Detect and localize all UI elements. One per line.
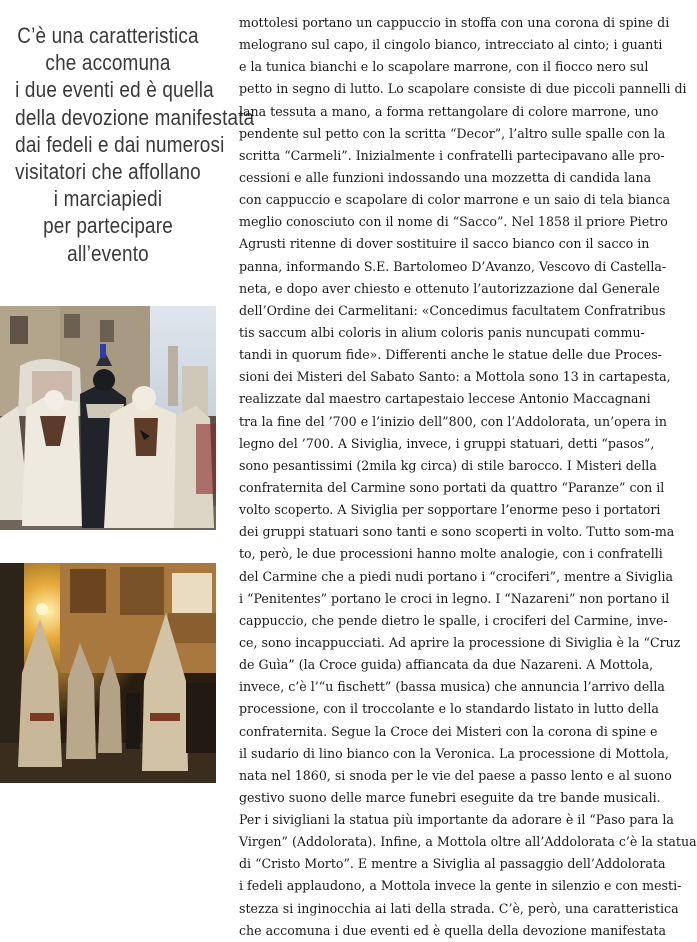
procession-night-photo bbox=[0, 563, 216, 783]
pull-quote bbox=[15, 22, 255, 267]
article-line: tandi in quorum fide». Differenti anche le statue delle due Proces- bbox=[239, 347, 662, 363]
article-line: che accomuna i due eventi ed è quella della devozione manifestata bbox=[239, 922, 666, 938]
article-line: realizzate dal maestro cartapestaio leccese Antonio Maccagnani bbox=[239, 391, 651, 407]
pull-quote-line: visitatori che affollano bbox=[15, 159, 201, 185]
article-line: tra la fine del ’700 e l’inizio dell”800, con l’Addolorata, un’opera in bbox=[239, 413, 667, 429]
article-line: confraternita. Segue la Croce dei Misteri con la corona di spine e bbox=[239, 723, 658, 739]
article-line: dell’Ordine dei Carmelitani: «Concedimus facultatem Confratribus bbox=[239, 302, 666, 318]
article-line: sioni dei Misteri del Sabato Santo: a Mottola sono 13 in cartapesta, bbox=[239, 369, 671, 385]
article-line: stezza si inginocchia ai lati della strada. C’è, però, una caratteristica bbox=[239, 900, 679, 916]
procession-daytime-photo bbox=[0, 306, 216, 530]
pull-quote-line: i marciapiedi bbox=[53, 186, 163, 212]
article-line: to, però, le due processioni hanno molte analogie, con i confratelli bbox=[239, 546, 663, 562]
article-line: cappuccio, che pende dietro le spalle, i crociferi del Carmine, inve- bbox=[239, 612, 668, 628]
article-line: volto scoperto. A Siviglia per sopportare l’enorme peso i portatori bbox=[239, 502, 661, 518]
article-line: gestivo suono delle marce funebri eseguite da tre bande musicali. bbox=[239, 789, 661, 805]
article-line: invece, c’è l’“u fischett” (bassa musica) che annuncia l’arrivo della bbox=[239, 679, 665, 695]
article-line: de Guìa” (la Croce guida) affiancata da due Nazareni. A Mottola, bbox=[239, 657, 654, 673]
article-line: processione, con il troccolante e lo standardo listato in lutto della bbox=[239, 701, 659, 717]
pull-quote-line: all’evento bbox=[67, 240, 149, 266]
article-line: dei gruppi statuari sono tanti e sono scoperti in volto. Tutto som-ma bbox=[239, 524, 675, 540]
article-line: mottolesi portano un cappuccio in stoffa con una corona di spine di bbox=[239, 15, 670, 30]
article-body bbox=[239, 12, 697, 938]
pull-quote-line: che accomuna bbox=[45, 50, 171, 76]
pull-quote-line: dai fedeli e dai numerosi bbox=[15, 131, 225, 157]
article-line: meglio conosciuto con il nome di “Sacco”. Nel 1858 il priore Pietro bbox=[239, 214, 668, 230]
article-line: legno del ’700. A Siviglia, invece, i gruppi statuari, detti “pasos”, bbox=[239, 435, 655, 451]
article-line: i fedeli applaudono, a Mottola invece la gente in silenzio e con mesti- bbox=[239, 878, 682, 894]
article-line: sono pesantissimi (2mila kg circa) di stile barocco. I Misteri della bbox=[239, 457, 657, 473]
article-line: del Carmine che a piedi nudi portano i “crociferi”, mentre a Siviglia bbox=[239, 568, 674, 584]
article-line: con cappuccio e scapolare di color marrone e un saio di tela bianca bbox=[239, 192, 671, 208]
article-line: tis saccum albi coloris in alium coloris panis nuncupati commu- bbox=[239, 324, 645, 340]
article-line: ce, sono incappucciati. Ad aprire la processione di Siviglia è la “Cruz bbox=[239, 634, 681, 650]
article-line: neta, e dopo aver chiesto e ottenuto l’autorizzazione dal Generale bbox=[239, 280, 660, 296]
article-line: pendente sul petto con la scritta “Decor”, l’altro sulle spalle con la bbox=[239, 125, 666, 141]
article-line: scritta “Carmeli”. Inizialmente i confratelli partecipavano alle pro- bbox=[239, 147, 665, 163]
pull-quote-line: della devozione manifestata bbox=[15, 104, 255, 130]
article-line: cessioni e alle funzioni indossando una mozzetta di candida lana bbox=[239, 169, 652, 185]
article-line: i “Penitentes” portano le croci in legno. I “Nazareni” non portano il bbox=[239, 590, 670, 606]
pull-quote-line: per partecipare bbox=[43, 213, 173, 239]
article-line: petto in segno di lutto. Lo scapolare consiste di due piccoli pannelli di bbox=[239, 81, 687, 97]
article-line: il sudario di lino bianco con la Veronica. La processione di Mottola, bbox=[239, 745, 669, 761]
pull-quote-line: i due eventi ed è quella bbox=[15, 77, 214, 103]
article-line: Agrusti ritenne di dover sostituire il sacco bianco con il sacco in bbox=[239, 236, 650, 252]
article-line: Virgen” (Addolorata). Infine, a Mottola oltre all’Addolorata c’è la statua bbox=[239, 834, 697, 850]
article-line: Per i sivigliani la statua più importante da adorare è il “Paso para la bbox=[239, 812, 674, 828]
article-line: di “Cristo Morto”. E mentre a Siviglia al passaggio dell’Addolorata bbox=[239, 856, 666, 872]
article-line: lana tessuta a mano, a forma rettangolare di colore marrone, uno bbox=[239, 103, 659, 119]
pull-quote-line: C’è una caratteristica bbox=[17, 23, 199, 48]
article-line: panna, informando S.E. Bartolomeo D’Avanzo, Vescovo di Castella- bbox=[239, 258, 667, 274]
article-line: e la tunica bianchi e lo scapolare marrone, con il fiocco nero sul bbox=[239, 59, 649, 75]
article-line: nata nel 1860, si snoda per le vie del paese a passo lento e al suono bbox=[239, 767, 672, 783]
article-line: confraternita del Carmine sono portati da quattro “Paranze” con il bbox=[239, 479, 665, 495]
article-line: melograno sul capo, il cingolo bianco, intrecciato al cinto; i guanti bbox=[239, 37, 663, 53]
